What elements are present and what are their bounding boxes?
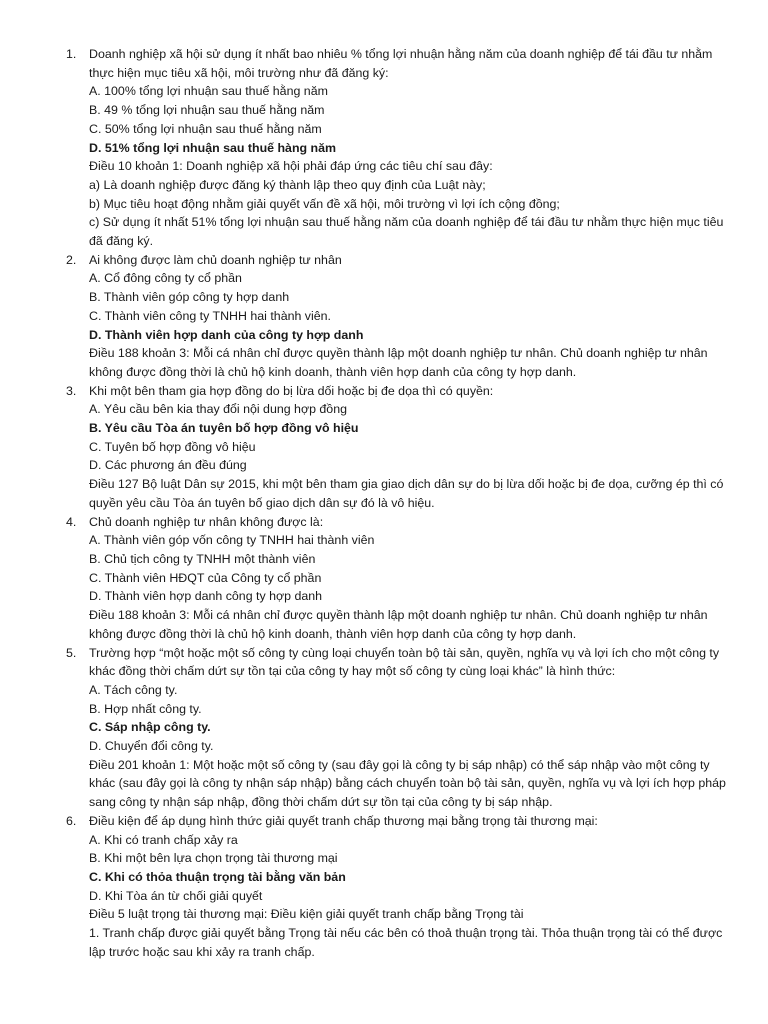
question-content [89,251,728,382]
option-c: C. Thành viên HĐQT của Công ty cổ phần [89,570,322,585]
option-d: D. Chuyển đổi công ty. [89,739,214,754]
option-d-correct: D. Thành viên hợp danh của công ty hợp danh [89,327,364,342]
explanation-line: Điều 10 khoản 1: Doanh nghiệp xã hội phải đáp ứng các tiêu chí sau đây: [89,159,493,174]
question-number: 5. [66,645,77,660]
option-d: D. Thành viên hợp danh công ty hợp danh [89,589,323,604]
question-text: Khi một bên tham gia hợp đồng do bị lừa dối hoặc bị đe dọa thì có quyền: [89,383,494,398]
option-a: A. 100% tổng lợi nhuận sau thuế hằng năm [89,84,328,99]
option-d: D. Các phương án đều đúng [89,458,247,473]
explanation-line: Điều 201 khoản 1: Một hoặc một số công ty (sau đây gọi là công ty bị sáp nhập) có thể sáp nhập vào một công ty khác (sau đây gọi là công ty nhận sáp nhập) bằng cách chuyển toàn bộ tài sản, quyền, nghĩa vụ và lợi ích hợp pháp sang công ty nhận sáp nhập, đồng thời chấm dứt sự tồn tại của công ty bị sáp nhập. [89,757,726,810]
option-a: A. Khi có tranh chấp xảy ra [89,832,238,847]
option-b-correct: B. Yêu cầu Tòa án tuyên bố hợp đồng vô hiệu [89,421,359,436]
option-b: B. Khi một bên lựa chọn trọng tài thương mại [89,851,338,866]
question-text: Chủ doanh nghiệp tư nhân không được là: [89,514,324,529]
question-content [89,812,728,962]
explanation-line: b) Mục tiêu hoạt động nhằm giải quyết vấn đề xã hội, môi trường vì lợi ích cộng đồng; [89,196,560,211]
explanation-line: a) Là doanh nghiệp được đăng ký thành lập theo quy định của Luật này; [89,177,486,192]
explanation-line: 1. Tranh chấp được giải quyết bằng Trọng tài nếu các bên có thoả thuận trọng tài. Thỏa thuận trọng tài có thể được lập trước hoặc sau khi xảy ra tranh chấp. [89,926,723,959]
option-c: C. 50% tổng lợi nhuận sau thuế hằng năm [89,121,322,136]
question-text: Trường hợp “một hoặc một số công ty cùng loại chuyển toàn bộ tài sản, quyền, nghĩa vụ và lợi ích cho một công ty khác đồng thời chấm dứt sự tồn tại của công ty hay một số công ty cùng loại khác” là hình thức: [89,645,720,679]
option-c-correct: C. Khi có thỏa thuận trọng tài bằng văn bản [89,869,346,884]
question-content [89,45,728,251]
question-number: 1. [66,47,77,61]
question-number: 2. [66,252,77,267]
question-3 [0,382,728,513]
question-1 [0,45,728,251]
question-number: 4. [66,514,77,529]
question-text: Doanh nghiệp xã hội sử dụng ít nhất bao nhiêu % tổng lợi nhuận hằng năm của doanh nghiệp để tái đầu tư nhằm thực hiện mục tiêu xã hội, môi trường như đã đăng ký: [89,47,713,80]
option-a: A. Yêu cầu bên kia thay đổi nội dung hợp đồng [89,402,347,417]
option-d: D. Khi Tòa án từ chối giải quyết [89,888,263,903]
option-b: B. Thành viên góp công ty hợp danh [89,290,290,305]
question-number: 6. [66,813,77,828]
question-content [89,644,728,812]
question-number: 3. [66,383,77,398]
question-text: Ai không được làm chủ doanh nghiệp tư nhân [89,252,342,267]
option-c: C. Thành viên công ty TNHH hai thành viên. [89,308,331,323]
option-b: B. 49 % tổng lợi nhuận sau thuế hằng năm [89,103,325,118]
option-a: A. Cổ đông công ty cổ phần [89,271,242,286]
question-4 [0,513,728,644]
option-d-correct: D. 51% tổng lợi nhuận sau thuế hàng năm [89,140,337,155]
question-2 [0,251,728,382]
explanation-line: Điều 188 khoản 3: Mỗi cá nhân chỉ được quyền thành lập một doanh nghiệp tư nhân. Chủ doanh nghiệp tư nhân không được đồng thời là chủ hộ kinh doanh, thành viên hợp danh của công ty hợp danh. [89,608,708,641]
explanation-line: c) Sử dụng ít nhất 51% tổng lợi nhuận sau thuế hằng năm của doanh nghiệp để tái đầu tư nhằm thực hiện mục tiêu đã đăng ký. [89,215,724,249]
option-b: B. Hợp nhất công ty. [89,701,202,716]
question-5 [0,644,728,812]
option-c-correct: C. Sáp nhập công ty. [89,720,211,735]
question-content [89,382,728,513]
question-content [89,513,728,644]
explanation-line: Điều 127 Bộ luật Dân sự 2015, khi một bên tham gia giao dịch dân sự do bị lừa dối hoặc bị đe dọa, cưỡng ép thì có quyền yêu cầu Tòa án tuyên bố giao dịch dân sự đó là vô hiệu. [89,477,724,510]
option-b: B. Chủ tịch công ty TNHH một thành viên [89,551,316,566]
explanation-line: Điều 188 khoản 3: Mỗi cá nhân chỉ được quyền thành lập một doanh nghiệp tư nhân. Chủ doanh nghiệp tư nhân không được đồng thời là chủ hộ kinh doanh, thành viên hợp danh của công ty hợp danh. [89,346,708,379]
option-c: C. Tuyên bố hợp đồng vô hiệu [89,439,256,454]
option-a: A. Thành viên góp vốn công ty TNHH hai thành viên [89,533,375,548]
question-text: Điều kiện để áp dụng hình thức giải quyết tranh chấp thương mại bằng trọng tài thương mại: [89,813,598,828]
option-a: A. Tách công ty. [89,682,178,697]
explanation-line: Điều 5 luật trọng tài thương mại: Điều kiện giải quyết tranh chấp bằng Trọng tài [89,907,524,922]
question-6 [0,812,728,962]
